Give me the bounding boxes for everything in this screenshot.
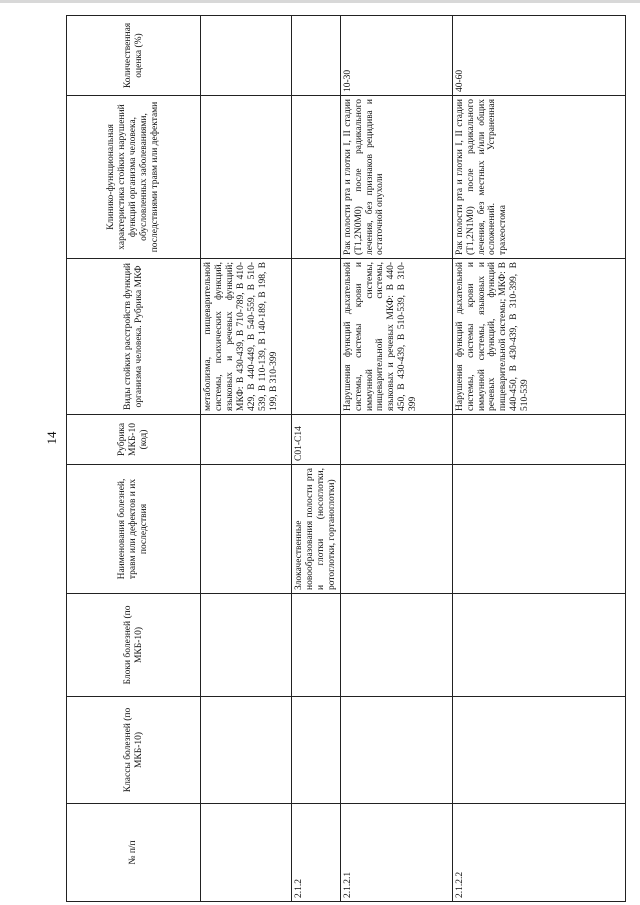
cell-block <box>340 594 452 697</box>
header-name: Наименования болезней, травм или дефектов и их последствия <box>67 465 201 594</box>
cell-score: 10-30 <box>340 16 452 96</box>
cell-number <box>201 804 292 902</box>
header-number: № п/п <box>67 804 201 902</box>
table-row <box>201 16 292 902</box>
cell-class <box>201 697 292 804</box>
cell-block <box>201 594 292 697</box>
cell-number: 2.1.2.2 <box>452 804 625 902</box>
cell-class <box>340 697 452 804</box>
cell-class <box>292 697 341 804</box>
cell-code <box>201 415 292 465</box>
cell-class <box>452 697 625 804</box>
table-header-row <box>67 16 201 902</box>
cell-name <box>452 465 625 594</box>
cell-clinical <box>201 96 292 259</box>
cell-clinical: Рак полости рта и глотки I, II стадии (T1,2N0M0) после радикального лечения, без признаков рецидива и остаточной опухоли <box>340 96 452 259</box>
cell-kinds: метаболизма, пищеварительной системы, психических функций, языковых и речевых функций; МКФ: B 430-439, B 710-789, B 410-429, B 440-449, B 540-559, B 510-539, B 110-139, B 140-189, B 198, B 199, B 310-399 <box>201 259 292 415</box>
header-block: Блоки болезней (по МКБ-10) <box>67 594 201 697</box>
cell-name: Злокачественные новообразования полости рта и глотки (носоглотки, ротоглотки, гортаноглотки) <box>292 465 341 594</box>
header-kinds: Виды стойких расстройств функций организма человека. Рубрика МКФ <box>67 259 201 415</box>
cell-score: 40-60 <box>452 16 625 96</box>
header-code: Рубрика МКБ-10 (код) <box>67 415 201 465</box>
table-row <box>292 16 341 902</box>
table-container <box>66 16 623 902</box>
cell-score <box>201 16 292 96</box>
cell-block <box>292 594 341 697</box>
page-number: 14 <box>44 431 59 445</box>
cell-kinds <box>292 259 341 415</box>
cell-clinical <box>292 96 341 259</box>
table-row <box>340 16 452 902</box>
cell-block <box>452 594 625 697</box>
table-row <box>452 16 625 902</box>
cell-code: C01-C14 <box>292 415 341 465</box>
cell-kinds: Нарушения функций дыхательной системы, системы крови и иммунной системы, пищеварительной системы, языковых и речевых МКФ: B 440-450, B 430-439, B 510-539, B 310-399 <box>340 259 452 415</box>
classification-table <box>66 15 626 902</box>
cell-name <box>201 465 292 594</box>
cell-name <box>340 465 452 594</box>
cell-kinds: Нарушения функций дыхательной системы, системы крови и иммунной системы, языковых и речевых функций, функций пищеварительной системы; МКФ: B 440-450, B 430-439, B 310-399, B 510-539 <box>452 259 625 415</box>
cell-code <box>340 415 452 465</box>
cell-code <box>452 415 625 465</box>
header-class: Классы болезней (по МКБ-10) <box>67 697 201 804</box>
header-clinical: Клинико-функциональная характеристика стойких нарушений функций организма человека, обусловленных заболеваниями, последствиями травм или дефектами <box>67 96 201 259</box>
rotated-table-frame <box>66 16 623 902</box>
header-score: Количественная оценка (%) <box>67 16 201 96</box>
cell-clinical: Рак полости рта и глотки I, II стадии (T1,2N1M0) после радикального лечения, без местных и/или общих осложнений. Устраненная трахеостома <box>452 96 625 259</box>
scan-edge <box>0 0 640 3</box>
cell-score <box>292 16 341 96</box>
cell-number: 2.1.2 <box>292 804 341 902</box>
cell-number: 2.1.2.1 <box>340 804 452 902</box>
